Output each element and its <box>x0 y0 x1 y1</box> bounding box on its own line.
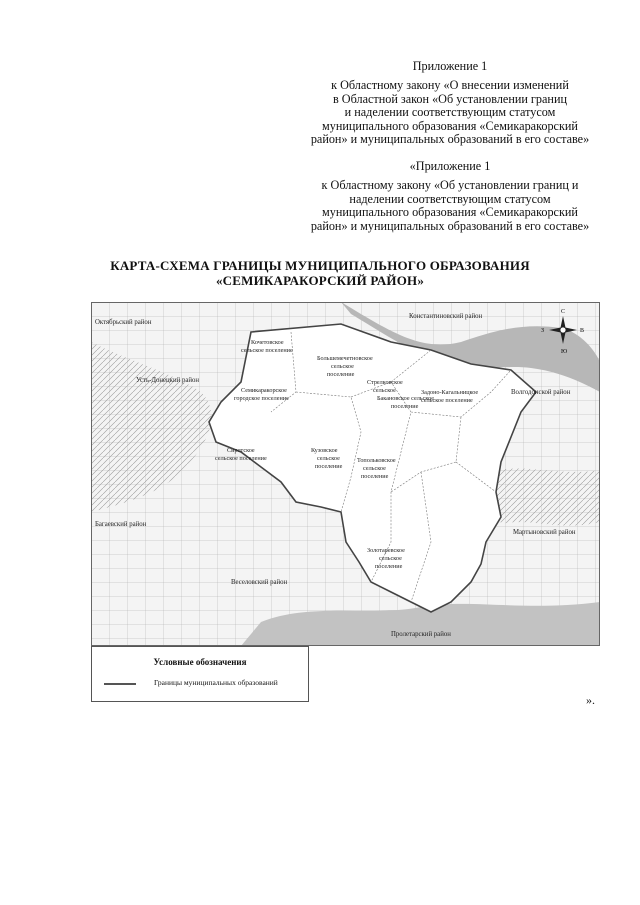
legend-item-label: Границы муниципальных образований <box>154 678 278 687</box>
label-bolshemechetnovskoe-settlement: Большемечетновское сельское поселение <box>317 355 373 378</box>
appendix-2-note <box>270 160 630 233</box>
boundary-line-icon <box>104 683 136 685</box>
label-zolotarevskoe-settlement: Золотаревское сельское поселение <box>367 547 405 570</box>
appendix-1-note <box>270 60 630 146</box>
appendix-2-header: «Приложение 1 <box>409 159 491 173</box>
label-zadono-kagalnitskoe-settlement: Задоно-Кагальницкое сельское поселение <box>421 389 479 404</box>
label-vesyolovsky-district: Веселовский район <box>231 579 288 586</box>
eastern-wetland <box>491 468 600 525</box>
label-sirotskoe-settlement: Стрелковское сельское <box>367 379 403 394</box>
appendix-1-line: к Областному закону «О внесении изменений <box>331 78 569 93</box>
label-topolkovskoe-settlement: Топольковское сельское поселение <box>357 457 396 480</box>
label-konstantinovsky-district: Константиновский район <box>409 313 483 320</box>
appendix-1-line: район» и муниципальных образований в его составе» <box>310 132 590 147</box>
compass-north: С <box>561 309 566 315</box>
legend-title: Условные обозначения <box>153 657 247 667</box>
label-semikarakorskoe-settlement: Семикаракорское городское поселение <box>234 387 289 402</box>
label-bakanovskoe-settlement: Бакановское сельское поселение <box>377 395 434 410</box>
map-title-line-1: КАРТА-СХЕМА ГРАНИЦЫ МУНИЦИПАЛЬНОГО ОБРАЗОВАНИЯ <box>110 258 530 273</box>
label-strelkovskoe-settlement: Сиротское сельское поселение <box>215 447 267 462</box>
label-bagaevsky-district: Багаевский район <box>95 521 147 528</box>
map-title-line-2: «СЕМИКАРАКОРСКИЙ РАЙОН» <box>215 273 425 288</box>
compass-east: В <box>580 328 585 334</box>
appendix-2-line: наделении соответствующим статусом <box>349 191 551 206</box>
closing-quote: ». <box>586 693 595 707</box>
label-proletarsky-district: Пролетарский район <box>391 631 451 638</box>
appendix-1-line: муниципального образования «Семикаракорский <box>322 118 578 133</box>
label-ust-donetsky-district: Усть-Донецкий район <box>136 377 200 384</box>
map-legend <box>91 646 309 702</box>
label-kuzovskoe-settlement: Кузовское сельское поселение <box>311 447 343 470</box>
label-martynovsky-district: Мартыновский район <box>513 529 576 536</box>
map-title <box>0 258 640 288</box>
label-kochetovskoe-settlement: Кочетовское сельское поселение <box>241 339 293 354</box>
compass-west: З <box>541 328 545 334</box>
label-volgodonskoy-district: Волгодонской район <box>511 389 571 396</box>
compass-south: Ю <box>561 349 568 355</box>
appendix-1-header: Приложение 1 <box>412 59 488 73</box>
appendix-2-line: район» и муниципальных образований в его составе» <box>310 218 590 233</box>
appendix-2-line: муниципального образования «Семикаракорский <box>322 205 578 220</box>
appendix-1-line: и наделении соответствующим статусом <box>344 105 556 120</box>
appendix-2-line: к Областному закону «Об установлении границ и <box>321 178 579 193</box>
label-oktyabrsky-district: Октябрьский район <box>95 319 152 326</box>
district-map <box>91 302 600 646</box>
appendix-1-line: в Областной закон «Об установлении границ <box>332 91 567 106</box>
